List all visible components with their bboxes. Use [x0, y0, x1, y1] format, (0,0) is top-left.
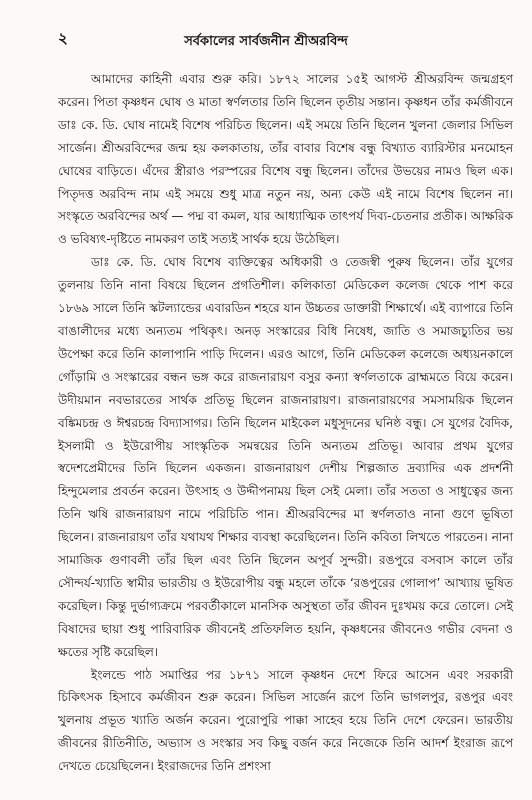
paragraph-1: আমাদের কাহিনী এবার শুরু করি। ১৮৭২ সালের ১৫ই আগস্ট শ্রীঅরবিন্দ জন্মগ্রহণ করেন। পিতা কৃষ্ণধন ঘোষ ও মাতা স্বর্ণলতার তিনি ছিলেন তৃতীয় সন্তান। কৃষ্ণধন তাঁর কর্মজীবনে ডাঃ কে. ডি. ঘোষ নামেই বিশেষ পরিচিত ছিলেন। এই সময়ে তিনি ছিলেন খুলনা জেলার সিভিল সার্জেন। শ্রীঅরবিন্দের জন্ম হয় কলকাতায়, তাঁর বাবার বিশেষ বন্ধু বিখ্যাত ব্যারিস্টার মনমোহন ঘোষের বাড়িতে। এঁদের স্ত্রীরাও পরস্পরের বিশেষ বন্ধু ছিলেন। তাঁদের উভয়ের নামও ছিল এক। পিতৃদত্ত অরবিন্দ নাম এই সময়ে শুধু মাত্র নতুন নয়, অন্য কেউ এই নামে বিশেষ ছিলেন না। সংস্কৃতে অরবিন্দের অর্থ — পদ্ম বা কমল, যার আধ্যাত্মিক তাৎপর্য দিব্য-চেতনার প্রতীক। আক্ষরিক ও ভবিষ্যৎ-দৃষ্টিতে নামকরণ তাই সত্যই সার্থক হয়ে উঠেছিল।: [58, 72, 513, 247]
paragraph-2: ডাঃ কে. ডি. ঘোষ বিশেষ ব্যক্তিত্বের অধিকারী ও তেজস্বী পুরুষ ছিলেন। তাঁর যুগের তুলনায় তিনি নানা বিষয়ে ছিলেন প্রগতিশীল। কলিকাতা মেডিকেল কলেজ থেকে পাশ করে ১৮৬৯ সালে তিনি স্কটল্যান্ডের এবারডিন শহরে যান উচ্চতর ডাক্তারী শিক্ষার্থে। এই ব্যাপারে তিনি বাঙালীদের মধ্যে অন্যতম পথিকৃৎ। অনড় সংস্কারের বিধি নিষেধ, জাতি ও সমাজচ্যুতির ভয় উপেক্ষা করে তিনি কালাপানি পাড়ি দিলেন। এরও আগে, তিনি মেডিকেল কলেজে অধ্যয়নকালে গোঁড়ামি ও সংস্কারের বন্ধন ভঙ্গ করে রাজনারায়ণ বসুর কন্যা স্বর্ণলতাকে ব্রাহ্মমতে বিয়ে করেন। উদীয়মান নবভারতের সার্থক প্রতিভূ ছিলেন রাজনারায়ণ। রাজনারায়ণের সমসাময়িক ছিলেন বঙ্কিমচন্দ্র ও ঈশ্বরচন্দ্র বিদ্যাসাগর। তিনি ছিলেন মাইকেল মধুসূদনের ঘনিষ্ঠ বন্ধু। সে যুগের বৈদিক, ইসলামী ও ইউরোপীয় সাংস্কৃতিক সমন্বয়ের তিনি অন্যতম প্রতিভূ। আবার প্রথম যুগের স্বদেশপ্রেমীদের তিনি ছিলেন একজন। রাজনারায়ণ দেশীয় শিল্পজাত দ্রব্যাদির এক প্রদর্শনী হিন্দুমেলার প্রবর্তন করেন। উৎসাহ ও উদ্দীপনাময় ছিল সেই মেলা। তাঁর সততা ও সাধুত্বের জন্য তিনি ঋষি রাজনারায়ণ নামে পরিচিতি পান। শ্রীঅরবিন্দের মা স্বর্ণলতাও নানা গুণে ভূষিতা ছিলেন। রাজনারায়ণ তাঁর যথাযথ শিক্ষার ব্যবস্থা করেছিলেন। তিনি কবিতা লিখতে পারতেন। নানা সামাজিক গুণাবলী তাঁর ছিল এবং তিনি ছিলেন অপূর্ব সুন্দরী। রঙপুরে বসবাস কালে তাঁর সৌন্দর্য-খ্যাতি স্বামীর ভারতীয় ও ইউরোপীয় বন্ধু মহলে তাঁকে ‘রঙপুরের গোলাপ’ আখ্যায় ভূষিত করেছিল। কিন্তু দুর্ভাগ্যক্রমে পরবর্তীকালে মানসিক অসুস্থতা তাঁর জীবন দুঃখময় করে তোলে। সেই বিষাদের ছায়া শুধু পারিবারিক জীবনেই প্রতিফলিত হয়নি, কৃষ্ণধনের জীবনেও গভীর বেদনা ও ক্ষতের সৃষ্টি করেছিল।: [58, 255, 513, 659]
paragraph-3: ইংলন্ডে পাঠ সমাপ্তির পর ১৮৭১ সালে কৃষ্ণধন দেশে ফিরে আসেন এবং সরকারী চিকিৎসক হিসাবে কর্মজীবন শুরু করেন। সিভিল সার্জেন রূপে তিনি ভাগলপুর, রঙপুর এবং খুলনায় প্রভূত খ্যাতি অর্জন করেন। পুরোপুরি পাক্কা সাহেব হয়ে তিনি দেশে ফেরেন। ভারতীয় জীবনের রীতিনীতি, অভ্যাস ও সংস্কার সব কিছু বর্জন করে নিজেকে তিনি আদর্শ ইংরাজ রূপে দেখতে চেয়েছিলেন। ইংরাজদের তিনি প্রশংসা: [58, 667, 513, 774]
body-text: [58, 68, 513, 778]
running-header: সর্বকালের সার্বজনীন শ্রীঅরবিন্দ: [184, 34, 348, 49]
page-number: ২: [58, 29, 68, 47]
